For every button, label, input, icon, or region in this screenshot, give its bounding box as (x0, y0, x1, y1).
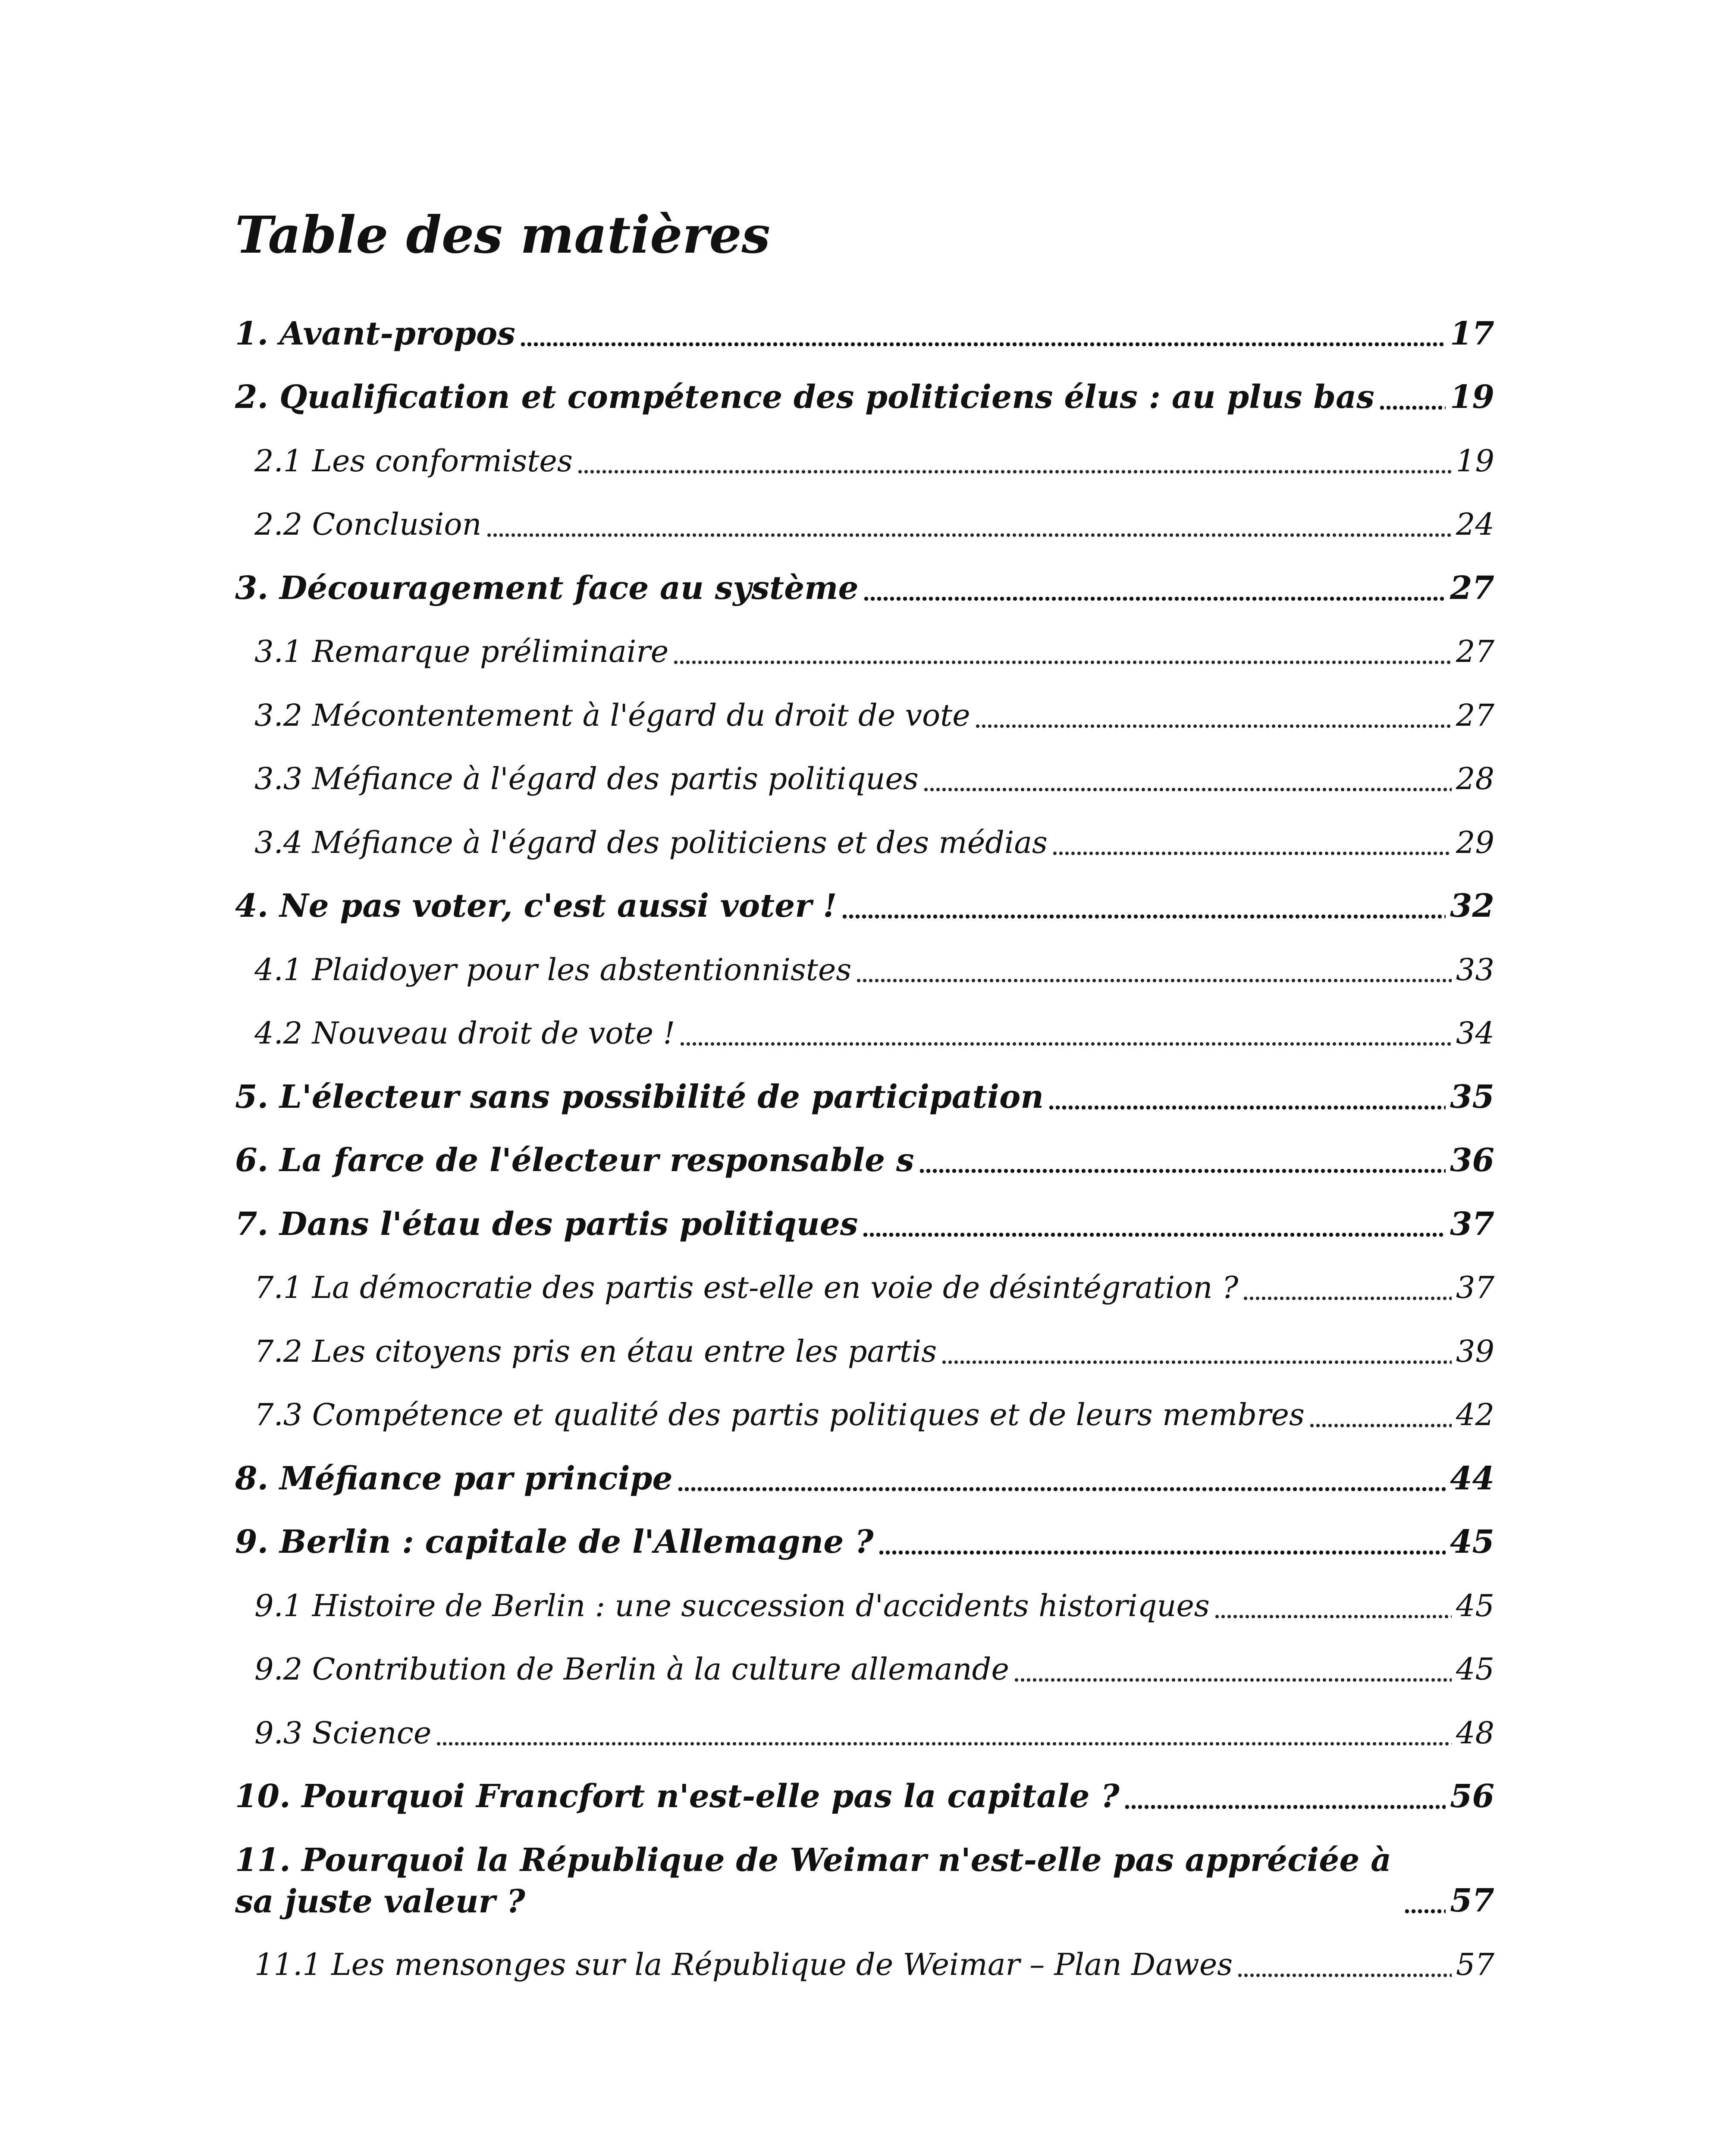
dot-leader (878, 1546, 1446, 1556)
toc-chapter-entry[interactable] (235, 302, 1494, 366)
toc-entry-title: 11. Pourquoi la République de Weimar n'est-elle pas appréciée à sa juste valeur ? (235, 1842, 1392, 1920)
dot-leader (923, 783, 1452, 793)
toc-chapter-entry[interactable] (235, 556, 1494, 620)
toc-chapter-entry[interactable] (235, 874, 1494, 938)
dot-leader (1243, 1292, 1452, 1301)
toc-page-number: 42 (1456, 1397, 1494, 1432)
toc-page-number: 39 (1456, 1333, 1494, 1369)
toc-entry-title: 9.1 Histoire de Berlin : une succession d'accidents historiques (254, 1588, 1210, 1623)
toc-page-number: 35 (1450, 1078, 1494, 1116)
toc-page-number: 29 (1456, 824, 1494, 860)
toc-entry-title: 2. Qualification et compétence des politiciens élus : au plus bas (235, 379, 1374, 416)
dot-leader (919, 1165, 1446, 1174)
toc-entry-title: 7.3 Compétence et qualité des partis politiques et de leurs membres (254, 1397, 1305, 1432)
dot-leader (679, 1037, 1452, 1047)
toc-section-entry[interactable] (235, 1002, 1494, 1065)
dot-leader (862, 1228, 1446, 1238)
toc-page-number: 45 (1456, 1651, 1494, 1687)
toc-entry-title: 10. Pourquoi Francfort n'est-elle pas la capitale ? (235, 1778, 1120, 1815)
toc-chapter-entry[interactable] (235, 1765, 1494, 1829)
toc-section-entry[interactable] (235, 1701, 1494, 1765)
toc-entry-title: 7.2 Les citoyens pris en étau entre les partis (254, 1333, 937, 1369)
toc-section-entry[interactable] (235, 1574, 1494, 1638)
toc-section-entry[interactable] (235, 1933, 1494, 1996)
dot-leader (1404, 1905, 1446, 1915)
toc-entry-title: 7. Dans l'étau des partis politiques (235, 1205, 858, 1243)
dot-leader (856, 974, 1452, 984)
dot-leader (673, 656, 1452, 665)
toc-section-entry[interactable] (235, 811, 1494, 874)
toc-entry-title: 9. Berlin : capitale de l'Allemagne ? (235, 1523, 874, 1561)
toc-section-entry[interactable] (235, 620, 1494, 684)
toc-page-number: 19 (1450, 379, 1494, 416)
dot-leader (863, 592, 1446, 602)
toc-page-number: 17 (1450, 315, 1494, 352)
dot-leader (520, 338, 1446, 348)
dot-leader (841, 910, 1446, 920)
dot-leader (975, 720, 1452, 729)
toc-chapter-entry[interactable] (235, 1828, 1494, 1933)
dot-leader (1048, 1101, 1446, 1111)
toc-entry-title: 9.2 Contribution de Berlin à la culture allemande (254, 1651, 1009, 1687)
toc-page-number: 37 (1456, 1270, 1494, 1305)
toc-entry-title: 2.1 Les conformistes (254, 443, 573, 479)
dot-leader (941, 1356, 1452, 1365)
toc-page-number: 34 (1456, 1015, 1494, 1051)
dot-leader (1124, 1801, 1446, 1810)
toc-section-entry[interactable] (235, 938, 1494, 1002)
toc-entry-title: 4.1 Plaidoyer pour les abstentionnistes (254, 952, 852, 987)
toc-section-entry[interactable] (235, 493, 1494, 557)
toc-page-number: 24 (1456, 507, 1494, 542)
toc-page-number: 44 (1450, 1460, 1494, 1497)
toc-title: Table des matières (235, 205, 770, 265)
toc-chapter-entry[interactable] (235, 1447, 1494, 1510)
toc-chapter-entry[interactable] (235, 1192, 1494, 1256)
toc-section-entry[interactable] (235, 1256, 1494, 1320)
toc-page-number: 36 (1450, 1142, 1494, 1179)
dot-leader (1309, 1419, 1452, 1429)
toc-entry-title: 11.1 Les mensonges sur la République de Weimar – Plan Dawes (254, 1946, 1233, 1982)
toc-page-number: 48 (1456, 1715, 1494, 1751)
toc-entry-title: 1. Avant-propos (235, 315, 515, 352)
dot-leader (1013, 1673, 1452, 1683)
toc-page-number: 28 (1456, 761, 1494, 796)
toc-entry-title: 8. Méfiance par principe (235, 1460, 673, 1497)
toc-entry-title: 3.4 Méfiance à l'égard des politiciens et des médias (254, 824, 1048, 860)
toc-page-number: 27 (1450, 569, 1494, 607)
toc-chapter-entry[interactable] (235, 1065, 1494, 1129)
toc-page-number: 32 (1450, 887, 1494, 924)
toc-section-entry[interactable] (235, 1383, 1494, 1447)
dot-leader (1379, 401, 1446, 411)
toc-section-entry[interactable] (235, 1638, 1494, 1702)
toc-page-number: 27 (1456, 697, 1494, 733)
toc-section-entry[interactable] (235, 747, 1494, 811)
dot-leader (1052, 847, 1452, 856)
toc-entry-title: 4. Ne pas voter, c'est aussi voter ! (235, 887, 837, 924)
toc-entry-title: 3.2 Mécontentement à l'égard du droit de vote (254, 697, 970, 733)
toc-page-number: 45 (1450, 1523, 1494, 1561)
toc-entry-title: 3. Découragement face au système (235, 569, 859, 607)
toc-page-number: 57 (1450, 1882, 1494, 1919)
toc-entry-title: 9.3 Science (254, 1715, 432, 1751)
dot-leader (436, 1737, 1452, 1747)
dot-leader (677, 1483, 1446, 1492)
toc-entry-title: 5. L'électeur sans possibilité de participation (235, 1078, 1044, 1116)
toc-chapter-entry[interactable] (235, 366, 1494, 429)
toc-entry-title: 3.1 Remarque préliminaire (254, 634, 669, 669)
toc-section-entry[interactable] (235, 683, 1494, 747)
toc-page-number: 56 (1450, 1778, 1494, 1815)
table-of-contents (235, 302, 1494, 1996)
toc-page-number: 19 (1456, 443, 1494, 479)
toc-chapter-entry[interactable] (235, 1510, 1494, 1574)
toc-entry-title: 2.2 Conclusion (254, 507, 482, 542)
dot-leader (1214, 1610, 1452, 1620)
toc-entry-title: 3.3 Méfiance à l'égard des partis politiques (254, 761, 919, 796)
toc-page-number: 33 (1456, 952, 1494, 987)
toc-page-number: 27 (1456, 634, 1494, 669)
toc-page-number: 37 (1450, 1205, 1494, 1243)
toc-section-entry[interactable] (235, 429, 1494, 493)
toc-entry-title: 4.2 Nouveau droit de vote ! (254, 1015, 675, 1051)
toc-chapter-entry[interactable] (235, 1129, 1494, 1193)
dot-leader (486, 529, 1452, 538)
toc-section-entry[interactable] (235, 1319, 1494, 1383)
dot-leader (1237, 1969, 1452, 1978)
toc-entry-title: 7.1 La démocratie des partis est-elle en voie de désintégration ? (254, 1270, 1239, 1305)
toc-page-number: 45 (1456, 1588, 1494, 1623)
toc-page-number: 57 (1456, 1946, 1494, 1982)
dot-leader (577, 465, 1452, 475)
toc-entry-title: 6. La farce de l'électeur responsable s (235, 1142, 914, 1179)
